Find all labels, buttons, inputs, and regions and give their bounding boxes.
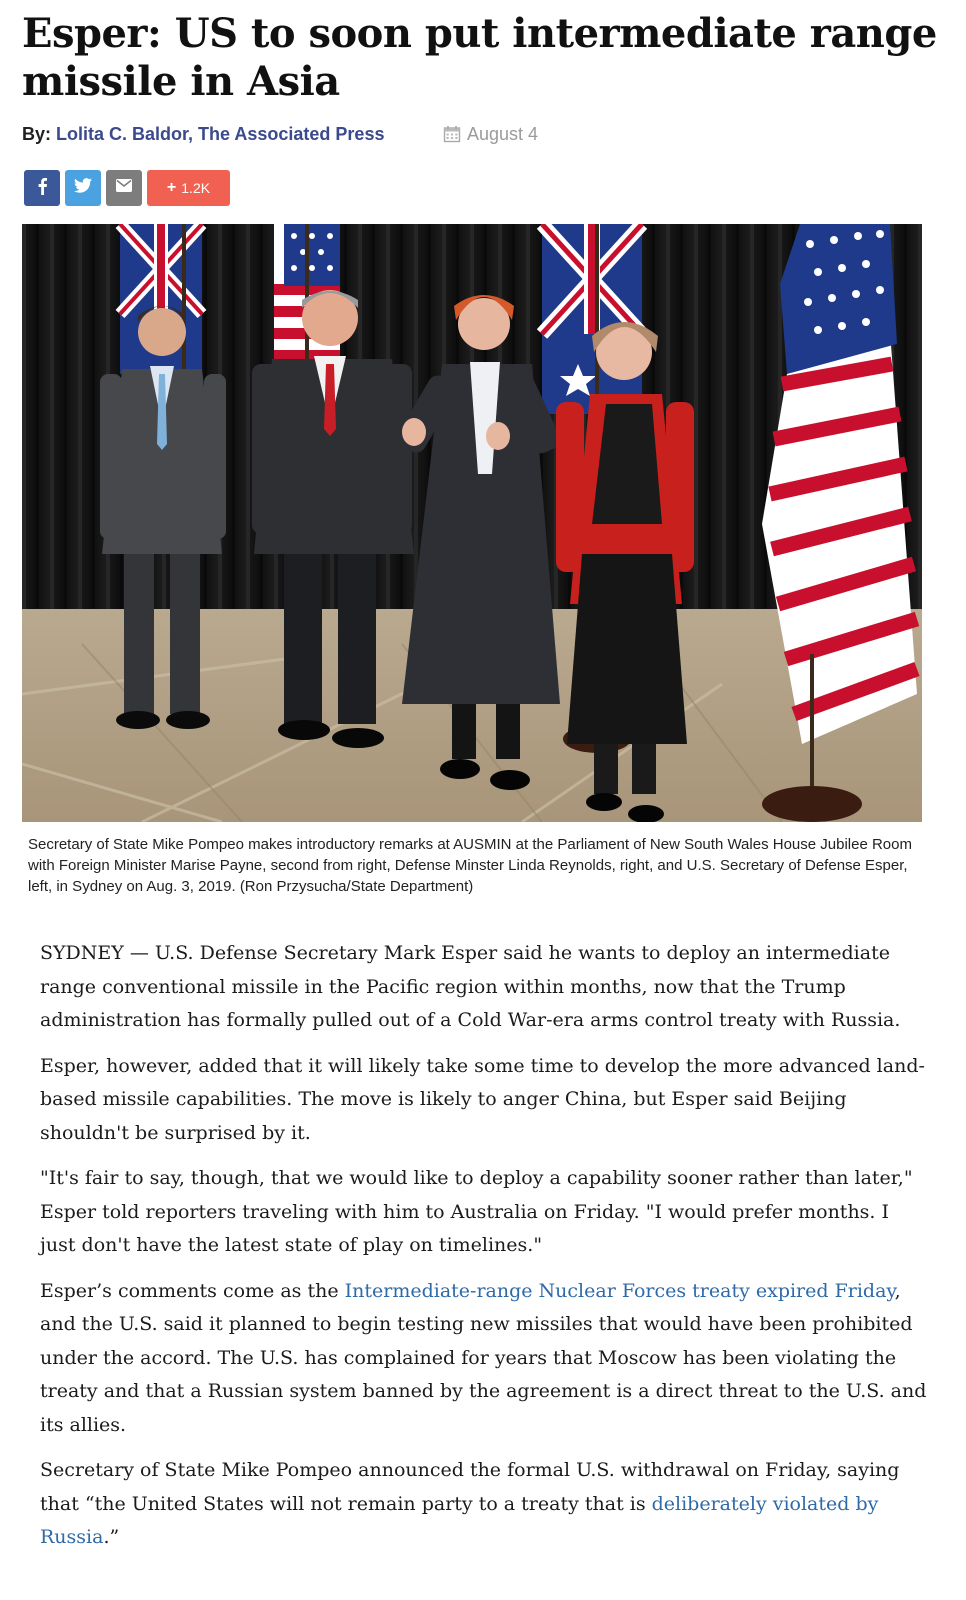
paragraph-text: .” — [103, 1526, 120, 1548]
plus-icon: + — [166, 179, 177, 196]
calendar-icon — [443, 125, 461, 143]
more-share-button[interactable] — [147, 170, 230, 206]
byline-prefix: By: — [22, 124, 52, 144]
paragraph-text: Secretary of State Mike Pompeo announced the formal U.S. withdrawal on Friday, saying that “the United States will not remain party to a treaty that is — [40, 1459, 900, 1515]
photo-caption: Secretary of State Mike Pompeo makes introductory remarks at AUSMIN at the Parliament of New South Wales House Jubilee Room with Foreign Minister Marise Payne, second from right, Defense Minster Linda Reynolds, right, and U.S. Secretary of Defense Esper, left, in Sydney on Aug. 3, 2019. (Ron Przysucha/State Department) — [28, 836, 912, 895]
article-paragraph — [40, 1275, 930, 1443]
article-body — [40, 937, 930, 1567]
article-photo — [22, 224, 922, 822]
share-count: 1.2K — [181, 180, 211, 196]
article-headline: Esper: US to soon put intermediate range missile in Asia — [22, 10, 937, 105]
inf-treaty-link[interactable]: Intermediate-range Nuclear Forces treaty expired Friday — [344, 1279, 895, 1302]
paragraph-text: , and the U.S. said it planned to begin testing new missiles that would have been prohibited under the accord. The U.S. has complained for years that Moscow has been violating the treaty and that a Russian system banned by the agreement is a direct threat to the U.S. and its allies. — [40, 1279, 927, 1436]
article-paragraph: "It's fair to say, though, that we would like to deploy a capability sooner rather than later," Esper told reporters traveling with him to Australia on Friday. "I would prefer months. I just don't have the latest state of play on timelines." — [40, 1167, 913, 1256]
email-share-button[interactable] — [106, 170, 142, 206]
date-text: August 4 — [467, 124, 539, 144]
article-paragraph — [40, 1454, 930, 1555]
envelope-icon — [116, 179, 132, 197]
byline — [22, 122, 384, 146]
article-paragraph: SYDNEY — U.S. Defense Secretary Mark Esper said he wants to deploy an intermediate range conventional missile in the Pacific region within months, now that the Trump administration has formally pulled out of a Cold War-era arms control treaty with Russia. — [40, 942, 901, 1031]
violated-by-russia-link[interactable]: deliberately violated by Russia — [40, 1492, 879, 1548]
facebook-share-button[interactable] — [24, 170, 60, 206]
publish-date — [443, 122, 538, 146]
facebook-icon — [35, 177, 49, 200]
author-link[interactable]: Lolita C. Baldor, The Associated Press — [56, 124, 385, 144]
twitter-share-button[interactable] — [65, 170, 101, 206]
article-paragraph: Esper, however, added that it will likely take some time to develop the more advanced land-based missile capabilities. The move is likely to anger China, but Esper said Beijing shouldn't be surprised by it. — [40, 1054, 925, 1144]
paragraph-text: Esper’s comments come as the — [40, 1279, 345, 1302]
twitter-icon — [74, 178, 92, 198]
